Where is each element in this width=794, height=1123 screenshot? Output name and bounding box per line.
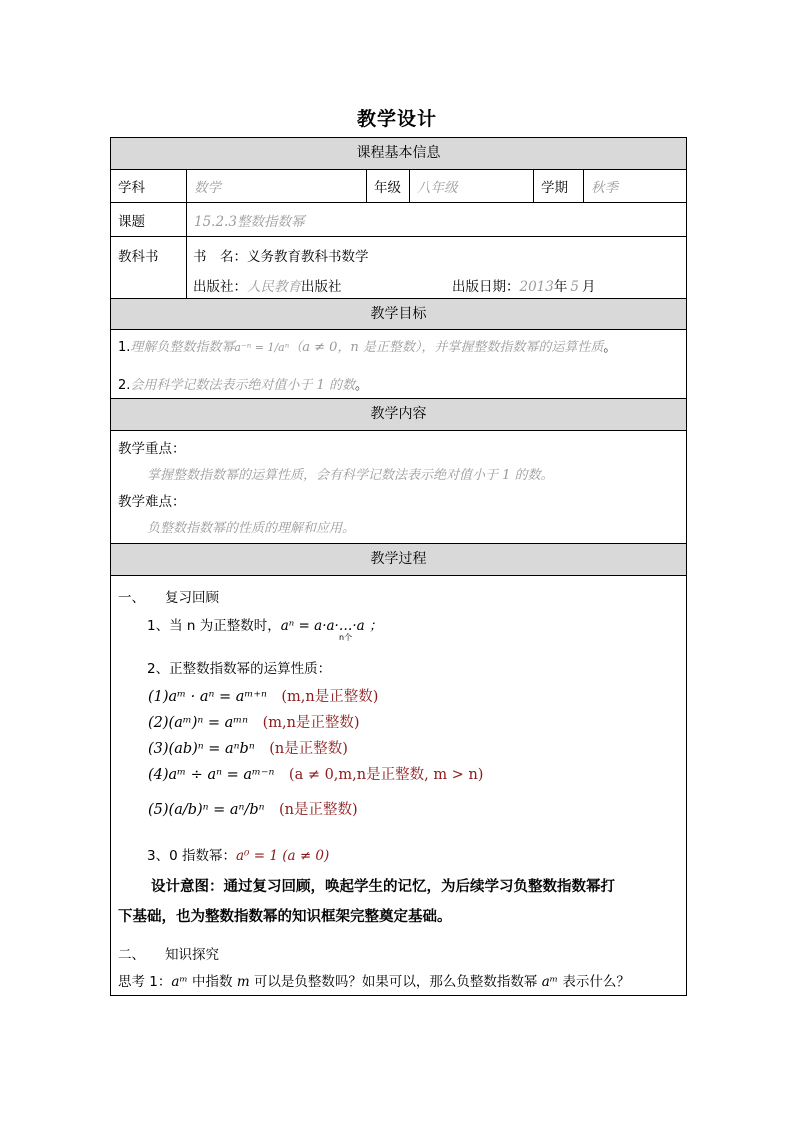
textbook-label: 教科书 (111, 237, 187, 298)
topic-label: 课题 (111, 203, 187, 236)
grade-value: 八年级 (410, 170, 534, 202)
difficult-point-label: 教学难点： (118, 494, 186, 510)
rule-5-formula: (5)(a/b)ⁿ = aⁿ/bⁿ (148, 802, 265, 818)
review-item-3-formula: a⁰ = 1 (a ≠ 0) (235, 848, 330, 864)
grade-label: 年级 (367, 170, 410, 202)
term-value: 秋季 (591, 180, 618, 196)
rule-5 (148, 798, 358, 819)
publisher-line (193, 275, 342, 295)
info-row-topic (111, 203, 686, 237)
rule-1-formula: (1)aᵐ · aⁿ = aᵐ⁺ⁿ (148, 689, 267, 705)
goal-2-number: 2. (118, 378, 131, 393)
think-1-text-3: 表示什么？ (558, 974, 630, 990)
date-year: 2013 (519, 279, 554, 295)
review-item-2: 2、正整数指数幂的运算性质： (147, 661, 332, 677)
rule-2-formula: (2)(aᵐ)ⁿ = aᵐⁿ (148, 715, 249, 731)
date-year-suffix: 年 (553, 279, 568, 295)
term-label: 学期 (534, 170, 584, 202)
section-header-content: 教学内容 (111, 399, 686, 431)
date-prefix: 出版日期： (452, 279, 520, 295)
think-1-power: aᵐ (171, 974, 188, 990)
book-name: 义务教育教科书数学 (247, 249, 369, 265)
think-1-power-2: aᵐ (541, 974, 559, 990)
rule-3-formula: (3)(ab)ⁿ = aⁿbⁿ (148, 741, 255, 757)
rule-1-condition: (m,n是正整数) (281, 689, 379, 705)
review-item-1 (147, 614, 382, 634)
subject-label: 学科 (111, 170, 187, 202)
difficult-point-text: 负整数指数幂的性质的理解和应用。 (147, 521, 356, 536)
review-item-1-text: 1、当 n 为正整数时， (147, 618, 281, 634)
think-1-label: 思考 1： (118, 974, 172, 990)
goals-body (111, 330, 686, 399)
rule-4-formula: (4)aᵐ ÷ aⁿ = aᵐ⁻ⁿ (148, 767, 275, 783)
review-item-1-formula: aⁿ = a·a·…·a ； (280, 618, 383, 634)
goal-2-end: 。 (354, 378, 368, 393)
rule-2-condition: (m,n是正整数) (262, 715, 360, 731)
goal-1-number: 1. (118, 340, 131, 355)
goal-1-text-b: （a ≠ 0，n 是正整数），并掌握整数指数幂的运算性质 (289, 340, 604, 355)
section-header-basic-info: 课程基本信息 (111, 138, 686, 170)
design-intent-line-1: 设计意图：通过复习回顾，唤起学生的记忆，为后续学习负整数指数幂打 (151, 879, 615, 895)
book-name-prefix: 书 名： (193, 249, 247, 265)
review-item-3-text: 3、0 指数幂： (147, 848, 236, 864)
lesson-table (110, 137, 687, 996)
part-2-number: 二、 (118, 947, 145, 963)
goal-1-formula: a⁻ⁿ = 1/aⁿ (234, 341, 290, 354)
section-header-goals: 教学目标 (111, 299, 686, 330)
design-intent-line-2: 下基础，也为整数指数幂的知识框架完整奠定基础。 (118, 909, 452, 925)
subject-value: 数学 (187, 170, 367, 202)
rule-5-condition: (n是正整数) (278, 802, 358, 818)
key-point-text: 掌握整数指数幂的运算性质，会有科学记数法表示绝对值小于 1 的数。 (147, 468, 554, 483)
rule-1 (148, 685, 378, 706)
publisher-prefix: 出版社： (193, 279, 247, 295)
date-month: 5 (570, 279, 579, 295)
rule-3 (148, 737, 348, 758)
think-1-exponent: m (236, 974, 250, 990)
content-body (111, 431, 686, 544)
review-item-1-underbrace: n个 (339, 633, 353, 642)
think-question-1 (118, 970, 630, 990)
think-1-text-1: 中指数 (187, 974, 237, 990)
part-1-number: 一、 (118, 590, 145, 606)
publisher-suffix: 出版社 (301, 279, 342, 295)
publisher-name-gray: 人民教育 (247, 279, 301, 295)
info-row-subject (111, 170, 686, 203)
part-2-title: 知识探究 (165, 947, 219, 963)
topic-value: 15.2.3整数指数幂 (194, 213, 305, 230)
publish-date-line (452, 275, 595, 295)
goal-2 (118, 374, 368, 393)
rule-3-condition: (n是正整数) (269, 741, 348, 757)
date-month-suffix: 月 (581, 279, 596, 295)
key-point-label: 教学重点： (118, 441, 186, 457)
rule-2 (148, 711, 360, 732)
book-name-line (193, 245, 369, 265)
goal-1 (118, 336, 616, 355)
think-1-text-2: 可以是负整数吗？如果可以，那么负整数指数幂 (249, 974, 542, 990)
goal-2-text: 会用科学记数法表示绝对值小于 1 的数 (130, 378, 355, 393)
part-1-title: 复习回顾 (165, 590, 219, 606)
section-header-process: 教学过程 (111, 544, 686, 576)
info-row-textbook (111, 237, 686, 299)
goal-1-text-a: 理解负整数指数幂 (130, 340, 235, 355)
rule-4-condition: (a ≠ 0,m,n是正整数, m > n) (288, 767, 484, 783)
rule-4 (148, 763, 483, 784)
page-title: 教学设计 (356, 108, 437, 130)
review-item-3 (147, 844, 329, 864)
goal-1-end: 。 (603, 340, 617, 355)
